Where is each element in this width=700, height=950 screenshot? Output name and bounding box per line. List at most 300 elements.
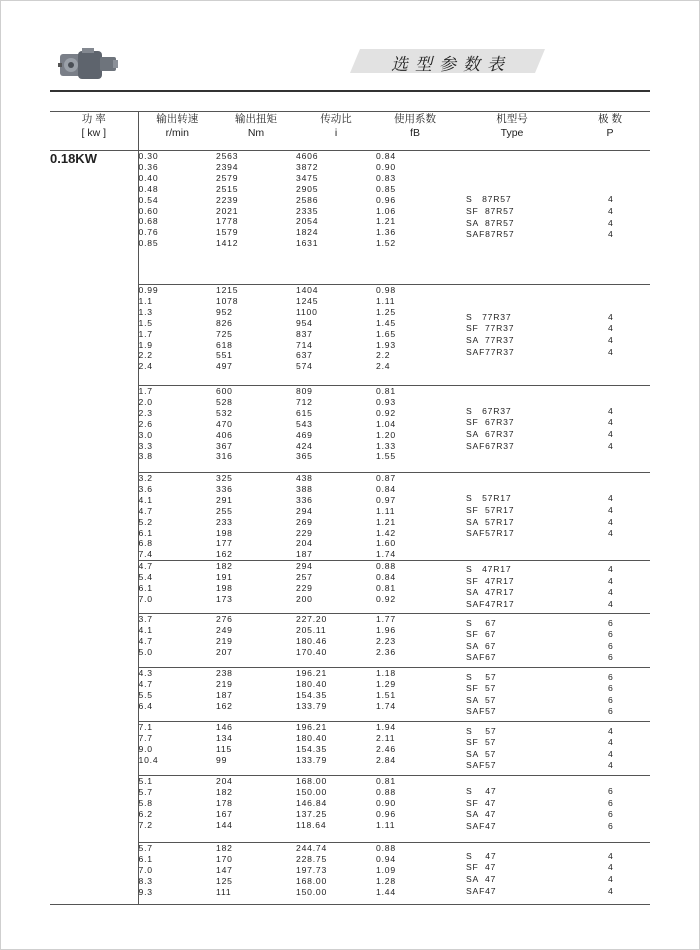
output-speed-value: 6.1 xyxy=(138,854,153,865)
ratio-value: 168.00 xyxy=(296,776,328,787)
output-torque-value: 2563 xyxy=(216,151,239,161)
ratio-value: 438 xyxy=(296,473,313,483)
poles-value: 6 xyxy=(608,683,614,694)
output-speed-value: 1.5 xyxy=(138,317,153,328)
service-factor-value: 1.77 xyxy=(376,614,396,625)
type-value: S 57 xyxy=(466,725,497,736)
ratio-cell xyxy=(296,722,376,776)
service-factor-value: 1.25 xyxy=(376,306,396,317)
output-speed-value: 5.0 xyxy=(138,646,153,657)
ratio-value: 137.25 xyxy=(296,808,328,819)
ratio-value: 228.75 xyxy=(296,854,328,865)
service-factor-value: 2.36 xyxy=(376,646,396,657)
output-torque-value: 147 xyxy=(216,865,233,876)
type-value: SAF57 xyxy=(466,706,497,717)
service-factor-value: 0.81 xyxy=(376,583,396,594)
service-factor-value: 0.92 xyxy=(376,407,396,418)
output-torque-value: 198 xyxy=(216,527,233,538)
poles-value: 6 xyxy=(608,671,614,682)
service-factor-value: 2.84 xyxy=(376,754,396,765)
poles-value: 4 xyxy=(608,725,614,736)
service-factor-value: 1.28 xyxy=(376,875,396,886)
output-speed-value: 1.3 xyxy=(138,306,153,317)
ratio-value: 543 xyxy=(296,418,313,429)
poles-cell xyxy=(570,151,650,285)
output-torque-value: 2239 xyxy=(216,194,239,205)
output-speed-cell xyxy=(138,776,216,843)
header-rule xyxy=(50,90,650,92)
type-value: SA 47 xyxy=(466,809,497,820)
output-torque-value: 532 xyxy=(216,407,233,418)
poles-value: 6 xyxy=(608,786,614,797)
output-torque-value: 1412 xyxy=(216,238,239,249)
output-torque-cell xyxy=(216,668,296,722)
ratio-value: 365 xyxy=(296,451,313,462)
ratio-value: 3475 xyxy=(296,172,319,183)
ratio-value: 200 xyxy=(296,593,313,604)
ratio-value: 388 xyxy=(296,483,313,494)
service-factor-cell xyxy=(376,473,454,561)
type-cell xyxy=(454,614,570,668)
output-torque-value: 725 xyxy=(216,328,233,339)
output-torque-value: 177 xyxy=(216,538,233,549)
ratio-value: 3872 xyxy=(296,161,319,172)
header-type: 机型号 Type xyxy=(454,112,570,151)
type-value: SAF47 xyxy=(466,820,497,831)
type-value: SAF57 xyxy=(466,760,497,771)
type-value: S 67 xyxy=(466,617,497,628)
output-torque-value: 325 xyxy=(216,473,233,483)
output-speed-value: 3.8 xyxy=(138,451,153,462)
type-cell xyxy=(454,473,570,561)
ratio-value: 229 xyxy=(296,583,313,594)
ratio-value: 574 xyxy=(296,361,313,372)
output-speed-value: 4.1 xyxy=(138,625,153,636)
type-value: SA 67R37 xyxy=(466,429,515,439)
output-speed-value: 7.1 xyxy=(138,722,153,733)
poles-value: 4 xyxy=(608,194,614,205)
ratio-value: 269 xyxy=(296,516,313,527)
service-factor-cell xyxy=(376,151,454,285)
output-speed-value: 7.0 xyxy=(138,593,153,604)
ratio-value: 180.46 xyxy=(296,636,328,647)
type-value: S 67R37 xyxy=(466,405,512,416)
type-value: SA 87R57 xyxy=(466,217,515,228)
output-torque-cell xyxy=(216,614,296,668)
poles-cell xyxy=(570,473,650,561)
service-factor-value: 1.45 xyxy=(376,317,396,328)
output-speed-cell xyxy=(138,843,216,905)
output-torque-value: 182 xyxy=(216,561,233,572)
poles-value: 4 xyxy=(608,748,614,759)
output-torque-cell xyxy=(216,285,296,386)
service-factor-value: 1.60 xyxy=(376,538,396,549)
header-power: 功 率 [ kw ] xyxy=(50,112,138,151)
header-output-torque: 输出扭矩 Nm xyxy=(216,112,296,151)
ratio-value: 229 xyxy=(296,527,313,538)
output-speed-value: 0.99 xyxy=(138,285,159,295)
output-torque-value: 291 xyxy=(216,494,233,505)
poles-value: 6 xyxy=(608,652,614,663)
ratio-value: 2586 xyxy=(296,194,319,205)
type-value: S 57 xyxy=(466,671,497,682)
type-value: SA 57 xyxy=(466,694,497,705)
output-torque-value: 336 xyxy=(216,483,233,494)
poles-value: 4 xyxy=(608,850,614,861)
output-torque-value: 146 xyxy=(216,722,233,733)
output-speed-value: 0.60 xyxy=(138,205,159,216)
service-factor-cell xyxy=(376,614,454,668)
output-speed-value: 2.2 xyxy=(138,350,153,361)
type-cell xyxy=(454,151,570,285)
output-speed-value: 3.0 xyxy=(138,429,153,440)
service-factor-value: 2.23 xyxy=(376,636,396,647)
output-speed-value: 0.40 xyxy=(138,172,159,183)
output-speed-cell xyxy=(138,285,216,386)
output-speed-value: 9.0 xyxy=(138,744,153,755)
poles-value: 4 xyxy=(608,229,614,240)
ratio-cell xyxy=(296,386,376,473)
ratio-value: 837 xyxy=(296,328,313,339)
type-value: S 87R57 xyxy=(466,194,512,205)
service-factor-value: 1.42 xyxy=(376,527,396,538)
ratio-value: 1631 xyxy=(296,238,319,249)
output-speed-value: 5.7 xyxy=(138,787,153,798)
service-factor-value: 1.18 xyxy=(376,668,396,679)
output-torque-value: 255 xyxy=(216,505,233,516)
output-torque-value: 198 xyxy=(216,583,233,594)
output-torque-value: 551 xyxy=(216,350,233,361)
table-group-row xyxy=(50,843,650,905)
output-torque-value: 125 xyxy=(216,875,233,886)
ratio-value: 615 xyxy=(296,407,313,418)
ratio-value: 2054 xyxy=(296,216,319,227)
output-torque-value: 207 xyxy=(216,646,233,657)
output-speed-value: 1.7 xyxy=(138,386,153,396)
poles-value: 4 xyxy=(608,205,614,216)
poles-value: 4 xyxy=(608,587,614,598)
ratio-value: 204 xyxy=(296,538,313,549)
output-speed-value: 3.6 xyxy=(138,483,153,494)
output-torque-value: 204 xyxy=(216,776,233,787)
output-speed-value: 5.8 xyxy=(138,798,153,809)
output-speed-value: 5.4 xyxy=(138,572,153,583)
output-torque-value: 238 xyxy=(216,668,233,679)
type-cell xyxy=(454,843,570,905)
service-factor-value: 1.36 xyxy=(376,227,396,238)
type-value: SF 87R57 xyxy=(466,205,515,216)
service-factor-value: 0.84 xyxy=(376,483,396,494)
ratio-value: 2905 xyxy=(296,183,319,194)
ratio-value: 205.11 xyxy=(296,625,327,636)
service-factor-value: 0.93 xyxy=(376,396,396,407)
service-factor-value: 2.11 xyxy=(376,733,396,744)
poles-value: 4 xyxy=(608,417,614,428)
service-factor-value: 0.88 xyxy=(376,843,396,854)
service-factor-value: 1.11 xyxy=(376,295,396,306)
output-torque-value: 162 xyxy=(216,700,233,711)
table-group-row xyxy=(50,386,650,473)
service-factor-value: 1.94 xyxy=(376,722,396,733)
output-speed-value: 5.1 xyxy=(138,776,153,787)
ratio-value: 1824 xyxy=(296,227,319,238)
output-torque-value: 182 xyxy=(216,843,233,854)
ratio-value: 2335 xyxy=(296,205,319,216)
ratio-value: 118.64 xyxy=(296,819,327,830)
poles-value: 6 xyxy=(608,820,614,831)
service-factor-value: 0.88 xyxy=(376,787,396,798)
header-output-speed: 输出转速 r/min xyxy=(138,112,216,151)
poles-value: 6 xyxy=(608,797,614,808)
poles-value: 4 xyxy=(608,760,614,771)
service-factor-value: 0.88 xyxy=(376,561,396,572)
ratio-cell xyxy=(296,561,376,614)
poles-value: 4 xyxy=(608,217,614,228)
output-torque-value: 497 xyxy=(216,361,233,372)
type-value: SA 47R17 xyxy=(466,587,515,598)
poles-value: 4 xyxy=(608,575,614,586)
poles-value: 4 xyxy=(608,440,614,451)
header-service-factor: 使用系数 fB xyxy=(376,112,454,151)
service-factor-value: 0.84 xyxy=(376,151,396,161)
service-factor-value: 1.21 xyxy=(376,516,396,527)
table-group-row xyxy=(50,561,650,614)
poles-cell xyxy=(570,561,650,614)
output-torque-value: 99 xyxy=(216,754,228,765)
output-speed-cell xyxy=(138,151,216,285)
poles-value: 4 xyxy=(608,429,614,439)
ratio-value: 196.21 xyxy=(296,722,328,733)
poles-value: 6 xyxy=(608,694,614,705)
output-torque-cell xyxy=(216,473,296,561)
bottom-rule xyxy=(50,904,650,905)
service-factor-cell xyxy=(376,561,454,614)
service-factor-value: 0.85 xyxy=(376,183,396,194)
service-factor-value: 1.65 xyxy=(376,328,396,339)
poles-value: 4 xyxy=(608,505,614,516)
poles-value: 6 xyxy=(608,706,614,717)
page-title: 选型参数表 xyxy=(391,55,511,75)
output-torque-value: 167 xyxy=(216,808,233,819)
service-factor-value: 0.92 xyxy=(376,593,396,604)
output-speed-value: 4.7 xyxy=(138,505,153,516)
service-factor-cell xyxy=(376,285,454,386)
output-speed-value: 4.7 xyxy=(138,561,153,572)
output-speed-value: 7.0 xyxy=(138,865,153,876)
type-value: SA 57 xyxy=(466,748,497,759)
output-speed-value: 6.1 xyxy=(138,583,153,594)
output-torque-value: 2579 xyxy=(216,172,239,183)
poles-cell xyxy=(570,843,650,905)
gearmotor-logo-icon xyxy=(58,46,120,82)
output-speed-cell xyxy=(138,473,216,561)
service-factor-value: 0.98 xyxy=(376,285,396,295)
output-speed-value: 5.7 xyxy=(138,843,153,854)
output-speed-value: 2.3 xyxy=(138,407,153,418)
output-speed-value: 8.3 xyxy=(138,875,153,886)
output-speed-value: 0.54 xyxy=(138,194,159,205)
service-factor-value: 0.83 xyxy=(376,172,396,183)
output-torque-value: 144 xyxy=(216,819,233,830)
service-factor-value: 1.44 xyxy=(376,886,396,897)
output-torque-value: 115 xyxy=(216,744,233,755)
poles-cell xyxy=(570,722,650,776)
output-torque-cell xyxy=(216,561,296,614)
poles-value: 4 xyxy=(608,405,614,416)
output-speed-cell xyxy=(138,668,216,722)
output-torque-value: 1579 xyxy=(216,227,239,238)
service-factor-value: 1.93 xyxy=(376,339,396,350)
header-poles: 极 数 P xyxy=(570,112,650,151)
type-cell xyxy=(454,561,570,614)
table-group-row xyxy=(50,776,650,843)
poles-value: 4 xyxy=(608,598,614,609)
output-speed-value: 0.85 xyxy=(138,238,159,249)
poles-value: 4 xyxy=(608,862,614,873)
output-speed-value: 4.3 xyxy=(138,668,153,679)
ratio-value: 133.79 xyxy=(296,700,328,711)
ratio-value: 469 xyxy=(296,429,313,440)
poles-value: 4 xyxy=(608,311,614,322)
type-value: SF 57R17 xyxy=(466,505,515,516)
output-speed-value: 1.9 xyxy=(138,339,153,350)
type-value: SF 57 xyxy=(466,683,497,694)
output-speed-value: 2.0 xyxy=(138,396,153,407)
output-torque-value: 2515 xyxy=(216,183,239,194)
output-speed-value: 0.48 xyxy=(138,183,159,194)
output-torque-value: 111 xyxy=(216,886,232,897)
poles-value: 4 xyxy=(608,346,614,357)
poles-cell xyxy=(570,668,650,722)
poles-value: 4 xyxy=(608,516,614,527)
ratio-value: 294 xyxy=(296,561,313,572)
service-factor-cell xyxy=(376,843,454,905)
service-factor-value: 0.97 xyxy=(376,494,396,505)
ratio-value: 133.79 xyxy=(296,754,328,765)
type-value: SAF47 xyxy=(466,885,497,896)
type-value: SF 57 xyxy=(466,737,497,748)
output-speed-value: 3.3 xyxy=(138,440,153,451)
service-factor-value: 1.96 xyxy=(376,625,396,636)
output-speed-value: 6.2 xyxy=(138,808,153,819)
output-torque-value: 219 xyxy=(216,636,233,647)
type-cell xyxy=(454,285,570,386)
service-factor-value: 1.06 xyxy=(376,205,396,216)
ratio-value: 197.73 xyxy=(296,865,328,876)
table-header-row xyxy=(50,112,650,151)
output-torque-value: 219 xyxy=(216,679,233,690)
service-factor-value: 2.4 xyxy=(376,361,391,372)
output-torque-cell xyxy=(216,386,296,473)
table-group-row xyxy=(50,285,650,386)
output-torque-value: 1078 xyxy=(216,295,239,306)
output-speed-value: 3.2 xyxy=(138,473,153,483)
output-torque-value: 233 xyxy=(216,516,233,527)
ratio-value: 187 xyxy=(296,549,313,560)
ratio-cell xyxy=(296,473,376,561)
type-value: SF 67 xyxy=(466,629,497,640)
ratio-value: 1245 xyxy=(296,295,319,306)
output-torque-value: 406 xyxy=(216,429,233,440)
output-torque-value: 367 xyxy=(216,440,233,451)
output-speed-value: 1.1 xyxy=(138,295,153,306)
type-value: SAF77R37 xyxy=(466,346,515,357)
service-factor-cell xyxy=(376,776,454,843)
poles-value: 4 xyxy=(608,874,614,884)
type-value: SF 47 xyxy=(466,862,497,873)
ratio-value: 154.35 xyxy=(296,744,328,755)
ratio-value: 809 xyxy=(296,386,313,396)
poles-cell xyxy=(570,614,650,668)
output-torque-value: 187 xyxy=(216,690,233,701)
service-factor-value: 0.81 xyxy=(376,386,396,396)
output-speed-value: 5.2 xyxy=(138,516,153,527)
type-value: SAF67 xyxy=(466,652,497,663)
output-speed-value: 3.7 xyxy=(138,614,153,625)
type-value: S 77R37 xyxy=(466,311,512,322)
output-torque-cell xyxy=(216,151,296,285)
type-cell xyxy=(454,386,570,473)
output-torque-value: 2021 xyxy=(216,205,239,216)
ratio-value: 424 xyxy=(296,440,313,451)
ratio-cell xyxy=(296,668,376,722)
output-speed-value: 0.30 xyxy=(138,151,159,161)
type-value: SAF87R57 xyxy=(466,229,515,240)
poles-value: 4 xyxy=(608,493,614,504)
ratio-value: 227.20 xyxy=(296,614,328,625)
output-torque-value: 528 xyxy=(216,396,233,407)
service-factor-value: 0.96 xyxy=(376,808,396,819)
ratio-cell xyxy=(296,285,376,386)
output-speed-value: 2.4 xyxy=(138,361,153,372)
service-factor-value: 1.74 xyxy=(376,700,396,711)
output-torque-value: 182 xyxy=(216,787,233,798)
ratio-value: 150.00 xyxy=(296,787,328,798)
service-factor-value: 0.81 xyxy=(376,776,396,787)
output-torque-cell xyxy=(216,722,296,776)
poles-value: 4 xyxy=(608,335,614,345)
ratio-value: 180.40 xyxy=(296,679,328,690)
poles-value: 4 xyxy=(608,564,614,575)
type-value: S 47R17 xyxy=(466,564,512,575)
output-torque-value: 1215 xyxy=(216,285,239,295)
service-factor-cell xyxy=(376,722,454,776)
ratio-cell xyxy=(296,614,376,668)
output-speed-cell xyxy=(138,722,216,776)
output-torque-cell xyxy=(216,776,296,843)
ratio-value: 637 xyxy=(296,350,313,361)
poles-cell xyxy=(570,285,650,386)
poles-value: 4 xyxy=(608,885,614,896)
output-speed-value: 5.5 xyxy=(138,690,153,701)
ratio-cell xyxy=(296,843,376,905)
type-value: SA 77R37 xyxy=(466,335,515,345)
output-torque-value: 162 xyxy=(216,549,233,560)
output-torque-value: 952 xyxy=(216,306,233,317)
header-ratio: 传动比 i xyxy=(296,112,376,151)
type-cell xyxy=(454,668,570,722)
output-speed-value: 7.4 xyxy=(138,549,153,560)
output-speed-value: 0.76 xyxy=(138,227,159,238)
service-factor-cell xyxy=(376,668,454,722)
output-torque-value: 276 xyxy=(216,614,233,625)
output-torque-value: 170 xyxy=(216,854,233,865)
output-speed-value: 7.7 xyxy=(138,733,153,744)
output-speed-value: 4.7 xyxy=(138,679,153,690)
table-group-row xyxy=(50,668,650,722)
output-speed-value: 7.2 xyxy=(138,819,153,830)
type-value: SF 47 xyxy=(466,797,497,808)
